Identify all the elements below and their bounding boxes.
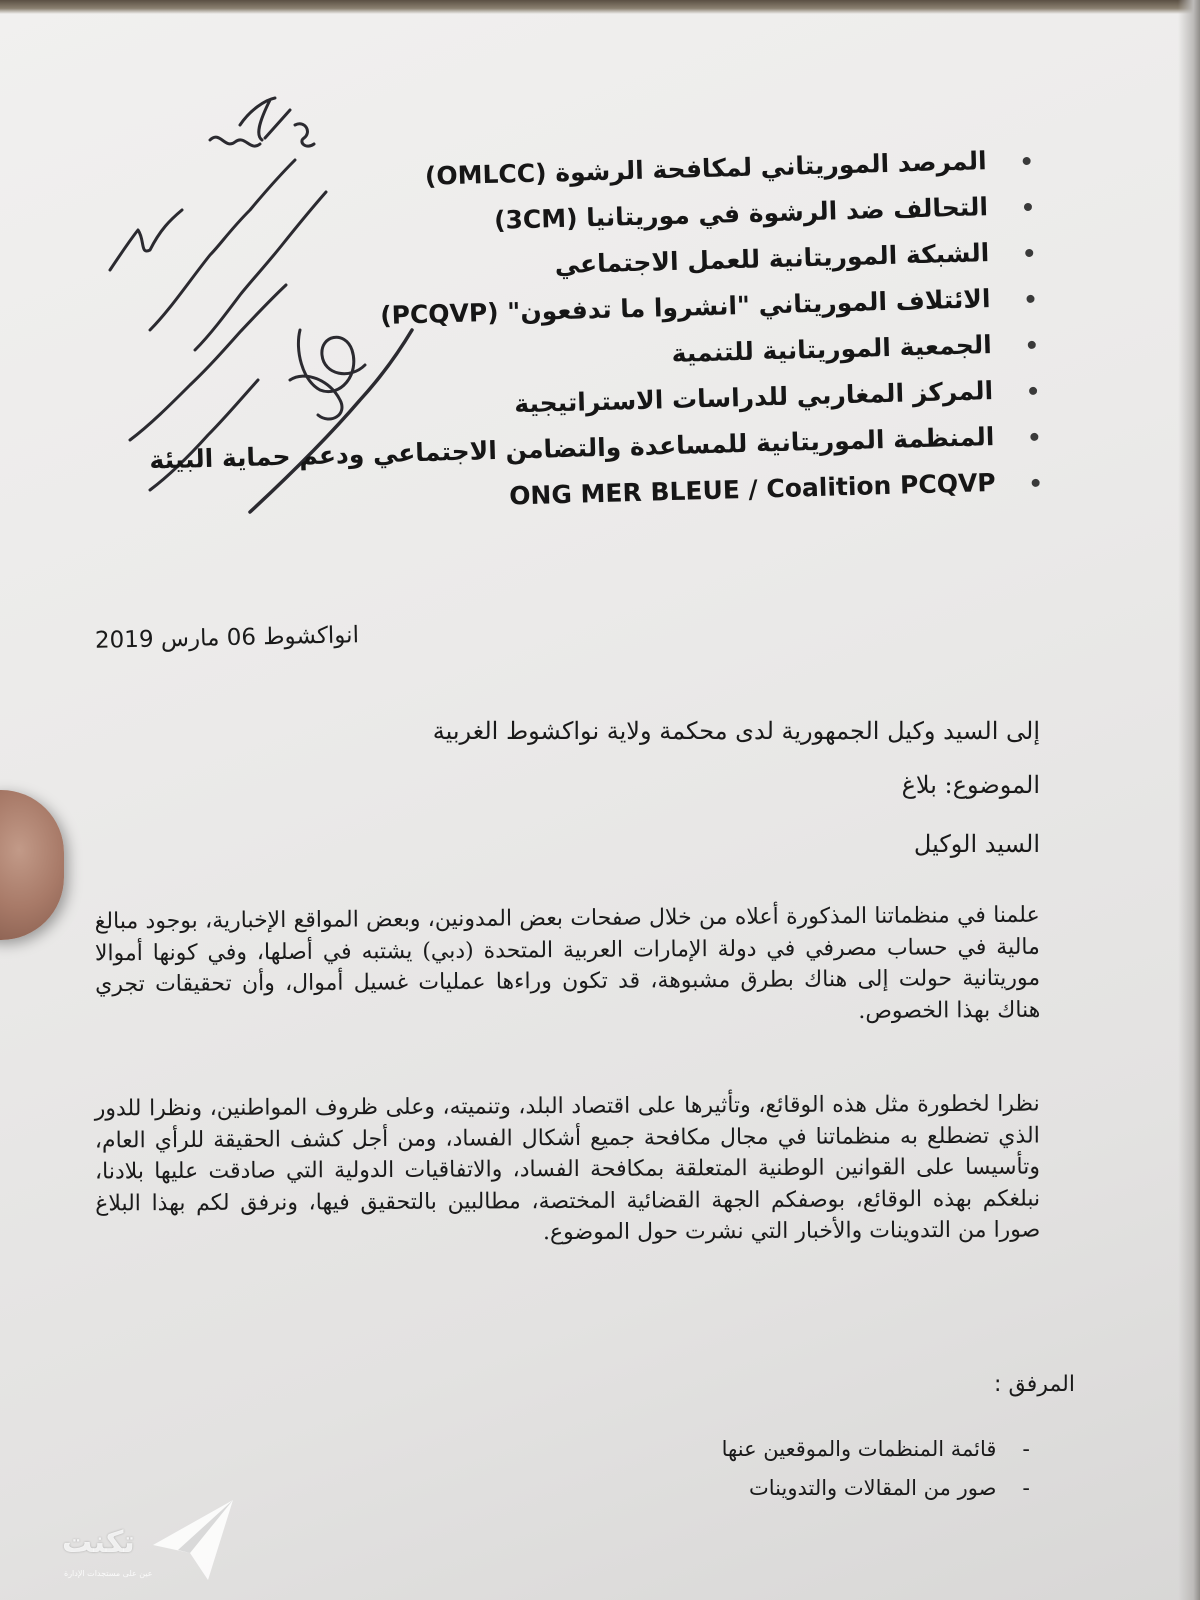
attachments-title: المرفق : [994,1372,1075,1397]
organization-item: ONG MER BLEUE / Coalition PCQVP [299,460,1000,526]
bullet-icon [1030,433,1038,441]
attachment-item: -صور من المقالات والتدوينات [748,1476,1030,1500]
bullet-icon [1025,249,1033,257]
bullet-icon [1024,203,1032,211]
bullet-icon [1023,157,1031,165]
dash-icon: - [1022,1476,1030,1500]
subject-line: الموضوع: بلاغ [901,771,1040,799]
body-paragraph-1: علمنا في منظماتنا المذكورة أعلاه من خلال صفحات بعض المدونين، وبعض المواقع الإخبارية، بوجود مبالغ مالية في حساب مصرفي في دولة الإمارات العربية المتحدة (دبي) يشتبه في أصلها، وفي كونها أموالا موريتانية حولت إلى هناك بطرق مشبوهة، قد تكون وراءها عمليات غسيل أموال، وأن تحقيقات تجري هناك بهذا الخصوص. [94,902,1041,1024]
body-paragraph-2: نظرا لخطورة مثل هذه الوقائع، وتأثيرها على اقتصاد البلد، وتنميته، وعلى ظروف المواطنين، ونظرا للدور الذي تضطلع به منظماتنا في مجال مكافحة جميع أشكال الفساد، ومن أجل كشف الحقيقة للرأي العام، وتأسيسا على القوانين الوطنية المتعلقة بمكافحة الفساد، والاتفاقيات الدولية التي صادقت عليها بلادنا، نبلغكم بهذه الوقائع، بوصفكم الجهة القضائية المختصة، مطالبين بالتحقيق فيها، ونرفق لكم بهذا البلاغ صورا من التدوينات والأخبار التي نشرت حول الموضوع. [94,1091,1041,1246]
organization-item: التحالف ضد الرشوة في موريتانيا (3CM) [292,184,993,250]
dash-icon: - [1022,1437,1030,1461]
organization-item: الشبكة الموريتانية للعمل الاجتماعي [293,230,994,296]
organization-item: المرصد الموريتاني لمكافحة الرشوة (OMLCC) [290,138,991,204]
paper-plane-logo-icon [148,1495,238,1585]
bullet-icon [1029,387,1037,395]
photographer-thumb [0,790,64,940]
organization-item: المنظمة الموريتانية للمساعدة والتضامن الاجتماعي ودعم حماية البيئة [298,414,999,480]
organizations-list [149,138,1000,525]
attachment-item: -قائمة المنظمات والموقعين عنها [721,1437,1030,1461]
watermark-text: تكنت [62,1525,135,1560]
background-edge-top [0,0,1200,14]
organization-item: المركز المغاربي للدراسات الاستراتيجية [297,368,998,434]
bullet-icon [1028,341,1036,349]
bullet-icon [1032,479,1040,487]
bullet-icon [1026,295,1034,303]
watermark-subtext: عين على مستجدات الإدارة [64,1569,153,1578]
site-watermark [60,1495,240,1595]
organization-item: الائتلاف الموريتاني "انشروا ما تدفعون" (PCQVP) [294,276,995,342]
recipient-line: إلى السيد وكيل الجمهورية لدى محكمة ولاية نواكشوط الغربية [432,717,1040,745]
salutation: السيد الوكيل [913,830,1040,858]
organization-item: الجمعية الموريتانية للتنمية [295,322,996,388]
paper-shadow-right [1178,0,1200,1600]
document-date: انواكشوط 06 مارس 2019 [94,622,360,654]
